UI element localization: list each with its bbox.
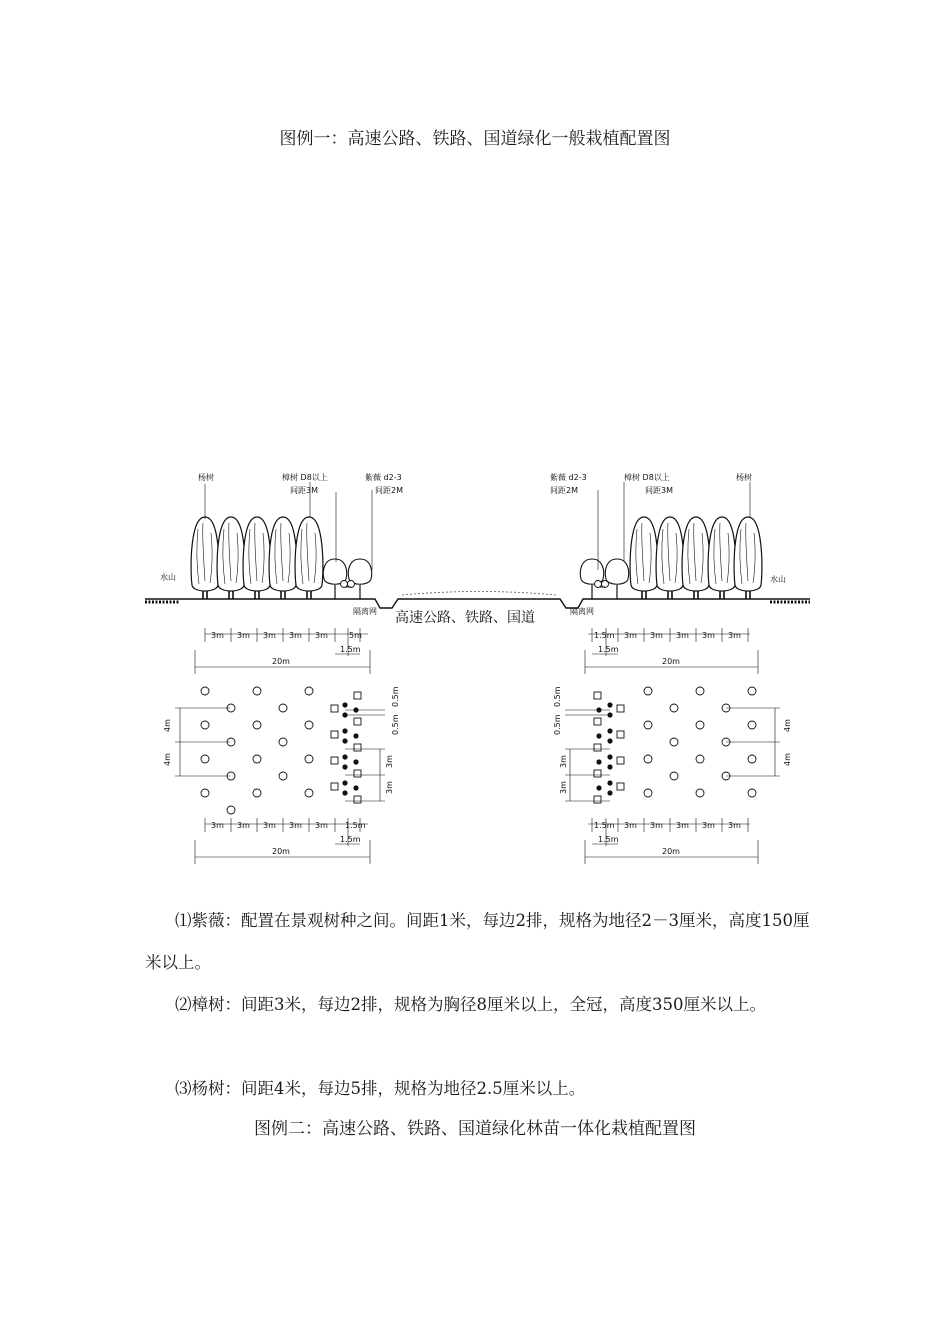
figure-1-caption: 图例一：高速公路、铁路、国道绿化一般栽植配置图	[279, 129, 671, 149]
poplar-tree-icon	[217, 517, 245, 599]
camphor-tree-icon	[348, 559, 371, 599]
poplar-tree-icon	[295, 517, 323, 599]
dim-0-5m: 0.5m	[553, 686, 562, 707]
label-crape-right: 紫薇 d2-3	[550, 473, 587, 482]
dim-3m: 3m	[289, 821, 302, 830]
poplar-tree-icon	[656, 517, 684, 599]
dim-5m: 5m	[349, 631, 362, 640]
dim-3m: 3m	[702, 631, 715, 640]
plan-view-right	[594, 687, 756, 803]
dim-4m: 4m	[783, 753, 792, 766]
poplar-tree-icon	[243, 517, 271, 599]
dim-3m: 3m	[676, 631, 689, 640]
camphor-tree-icon	[323, 559, 346, 599]
dim-4m: 4m	[163, 753, 172, 766]
dim-3m: 3m	[702, 821, 715, 830]
poplar-tree-icon	[708, 517, 736, 599]
label-poplar: 杨树	[198, 473, 214, 482]
poplar-tree-icon	[269, 517, 297, 599]
dim-3m: 3m	[676, 821, 689, 830]
dim-3m: 3m	[315, 631, 328, 640]
poplar-tree-icon	[630, 517, 658, 599]
label-crape-spacing: 间距2M	[375, 486, 403, 495]
dim-0-5m: 0.5m	[553, 714, 562, 735]
camphor-tree-icon	[580, 559, 603, 599]
dim-1-5m: 1.5m	[598, 645, 619, 654]
paragraph-crape-myrtle	[145, 900, 810, 984]
dim-3m: 3m	[237, 821, 250, 830]
dim-3m: 3m	[211, 631, 224, 640]
dim-3m: 3m	[650, 821, 663, 830]
dim-3m: 3m	[315, 821, 328, 830]
dim-0-5m: 0.5m	[391, 686, 400, 707]
dim-1-5m: 1.5m	[598, 835, 619, 844]
dim-3m: 3m	[385, 755, 394, 768]
dim-1-5m: 1.5m	[340, 835, 361, 844]
dim-0-5m: 0.5m	[391, 714, 400, 735]
dim-1-5m: 1.5m	[594, 821, 615, 830]
road-label: 高速公路、铁路、国道	[395, 610, 535, 626]
label-fence-left: 隔离网	[353, 607, 377, 616]
dim-4m: 4m	[163, 719, 172, 732]
label-camphor-right: 樟树 D8以上	[624, 473, 670, 482]
dim-20m: 20m	[272, 847, 290, 856]
label-crape: 紫薇 d2-3	[365, 473, 402, 482]
planting-layout-diagram	[140, 462, 815, 882]
poplar-tree-icon	[191, 517, 219, 599]
label-camphor-spacing-right: 间距3M	[645, 486, 673, 495]
paragraph-text: ⑴紫薇：配置在景观树种之间。间距1米，每边2排，规格为地径2－3厘米，高度150厘米以上。	[145, 911, 810, 972]
poplar-tree-icon	[734, 517, 762, 599]
dim-1-5m: 1.5m	[340, 645, 361, 654]
paragraph-text: ⑵樟树：间距3米，每边2排，规格为胸径8厘米以上，全冠，高度350厘米以上。	[175, 995, 766, 1014]
road-surface	[402, 592, 556, 596]
label-crape-spacing-right: 间距2M	[550, 486, 578, 495]
dim-3m: 3m	[559, 755, 568, 768]
paragraph-text: ⑶杨树：间距4米，每边5排，规格为地径2.5厘米以上。	[175, 1079, 586, 1098]
dim-3m: 3m	[650, 631, 663, 640]
poplar-tree-icon	[682, 517, 710, 599]
crape-myrtle-icon	[341, 581, 355, 588]
dim-20m: 20m	[662, 847, 680, 856]
dim-4m: 4m	[783, 719, 792, 732]
dim-3m: 3m	[728, 631, 741, 640]
label-ground-left: 水山	[160, 573, 176, 582]
dim-3m: 3m	[237, 631, 250, 640]
dim-3m: 3m	[385, 781, 394, 794]
dim-3m: 3m	[728, 821, 741, 830]
paragraph-poplar	[145, 1068, 810, 1110]
ground-line	[145, 599, 810, 608]
dim-1-5m: 1.5m	[594, 631, 615, 640]
label-ground-right: 水山	[770, 575, 786, 584]
figure-2-caption: 图例二：高速公路、铁路、国道绿化林苗一体化栽植配置图	[254, 1119, 696, 1139]
dim-3m: 3m	[289, 631, 302, 640]
label-camphor-spacing: 间距3M	[290, 486, 318, 495]
label-camphor: 樟树 D8以上	[282, 473, 328, 482]
dim-20m: 20m	[662, 657, 680, 666]
label-poplar-right: 杨树	[736, 473, 752, 482]
dim-3m: 3m	[263, 821, 276, 830]
dim-20m: 20m	[272, 657, 290, 666]
camphor-tree-icon	[605, 559, 628, 599]
dim-1-5m: 1.5m	[345, 821, 366, 830]
dim-3m: 3m	[559, 781, 568, 794]
paragraph-camphor	[145, 984, 810, 1026]
dim-3m: 3m	[263, 631, 276, 640]
label-fence-right: 隔离网	[570, 607, 594, 616]
dim-3m: 3m	[624, 821, 637, 830]
plan-view-left	[201, 687, 361, 814]
dim-3m: 3m	[211, 821, 224, 830]
dim-3m: 3m	[624, 631, 637, 640]
